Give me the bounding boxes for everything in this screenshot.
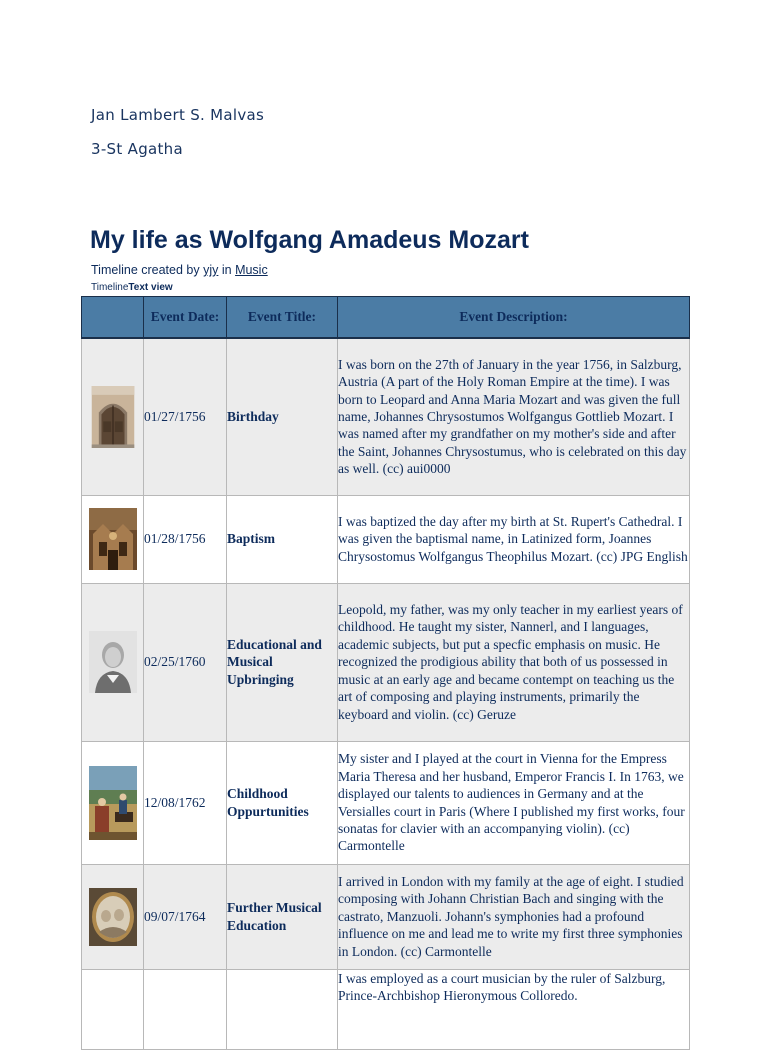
event-title: Childhood Oppurtunities: [227, 741, 338, 864]
creator-link[interactable]: yjy: [203, 263, 219, 277]
view-switcher: [91, 282, 173, 293]
text-view-label: Text view: [128, 282, 173, 293]
event-image-cell: [82, 583, 144, 741]
event-title: Educational and Musical Upbringing: [227, 583, 338, 741]
cathedral-photo-icon[interactable]: [89, 508, 137, 570]
table-header-row: [82, 297, 690, 339]
header-event-title: Event Title:: [227, 297, 338, 339]
event-description: I was born on the 27th of January in the year 1756, in Salzburg, Austria (A part of the Holy Roman Empire at the time). I was born to Leopard and Anna Maria Mozart and was given the full name, Johannes Chrysostumos Wolfgangus Gottlieb Mozart. I was named after my grandfather on my mother's side and after the Saint, Johannes Chrysostumus, who is celebrated on this day as well. (cc) aui0000: [338, 338, 690, 495]
doorway-photo-icon[interactable]: [89, 386, 137, 448]
event-title: [227, 969, 338, 1049]
table-row: [82, 495, 690, 583]
event-date: 01/27/1756: [144, 338, 227, 495]
event-date: 09/07/1764: [144, 864, 227, 969]
table-row: [82, 864, 690, 969]
event-image-cell: [82, 338, 144, 495]
event-title: Further Musical Education: [227, 864, 338, 969]
event-date: 02/25/1760: [144, 583, 227, 741]
event-description: My sister and I played at the court in Vienna for the Empress Maria Theresa and her husband, Emperor Francis I. In 1763, we displayed our talents to audiences in Germany and at the Versialles court in Paris (Where I published my first works, four sonatas for clavier with an accompanying violin). (cc) Carmontelle: [338, 741, 690, 864]
author-section: 3-St Agatha: [91, 140, 183, 158]
category-link[interactable]: Music: [235, 263, 268, 277]
painting-photo-icon[interactable]: [89, 766, 137, 840]
timeline-credit: [91, 263, 268, 277]
event-description: Leopold, my father, was my only teacher in my earliest years of childhood. He taught my sister, Nannerl, and I languages, academic subjects, but put a specfic emphasis on music. He recognized the prodigious ability that both of us possessed in music at an early age and became contempt on teaching us the art of composing and playing instruments, primarily the keyboard and violin. (cc) Geruze: [338, 583, 690, 741]
table-row: [82, 583, 690, 741]
event-image-cell: [82, 969, 144, 1049]
event-description: I arrived in London with my family at the age of eight. I studied composing with Johann Christian Bach and singing with the castrato, Manzuoli. Johann's symphonies had a profound influence on me and lead me to write my first three symphonies in London. (cc) Carmontelle: [338, 864, 690, 969]
event-title: Birthday: [227, 338, 338, 495]
timeline-table: [81, 296, 690, 1050]
table-row: [82, 741, 690, 864]
event-date: [144, 969, 227, 1049]
header-event-date: Event Date:: [144, 297, 227, 339]
table-row: [82, 338, 690, 495]
author-name: Jan Lambert S. Malvas: [91, 106, 265, 124]
miniature-portrait-icon[interactable]: [89, 888, 137, 946]
event-date: 01/28/1756: [144, 495, 227, 583]
table-row: [82, 969, 690, 1049]
portrait-photo-icon[interactable]: [89, 631, 137, 693]
event-title: Baptism: [227, 495, 338, 583]
credit-prefix: Timeline created by: [91, 263, 204, 277]
event-image-cell: [82, 864, 144, 969]
event-image-cell: [82, 741, 144, 864]
page-title: My life as Wolfgang Amadeus Mozart: [90, 226, 529, 254]
event-description: I was employed as a court musician by the ruler of Salzburg, Prince-Archbishop Hieronymous Colloredo.: [338, 969, 690, 1049]
credit-middle: in: [218, 263, 236, 277]
event-description: I was baptized the day after my birth at St. Rupert's Cathedral. I was given the baptismal name, in Latinized form, Joannes Chrysostomus Wolfgangus Theophilus Mozart. (cc) JPG English: [338, 495, 690, 583]
header-image: [82, 297, 144, 339]
event-date: 12/08/1762: [144, 741, 227, 864]
event-image-cell: [82, 495, 144, 583]
timeline-view-link[interactable]: Timeline: [91, 282, 129, 293]
header-event-description: Event Description:: [338, 297, 690, 339]
